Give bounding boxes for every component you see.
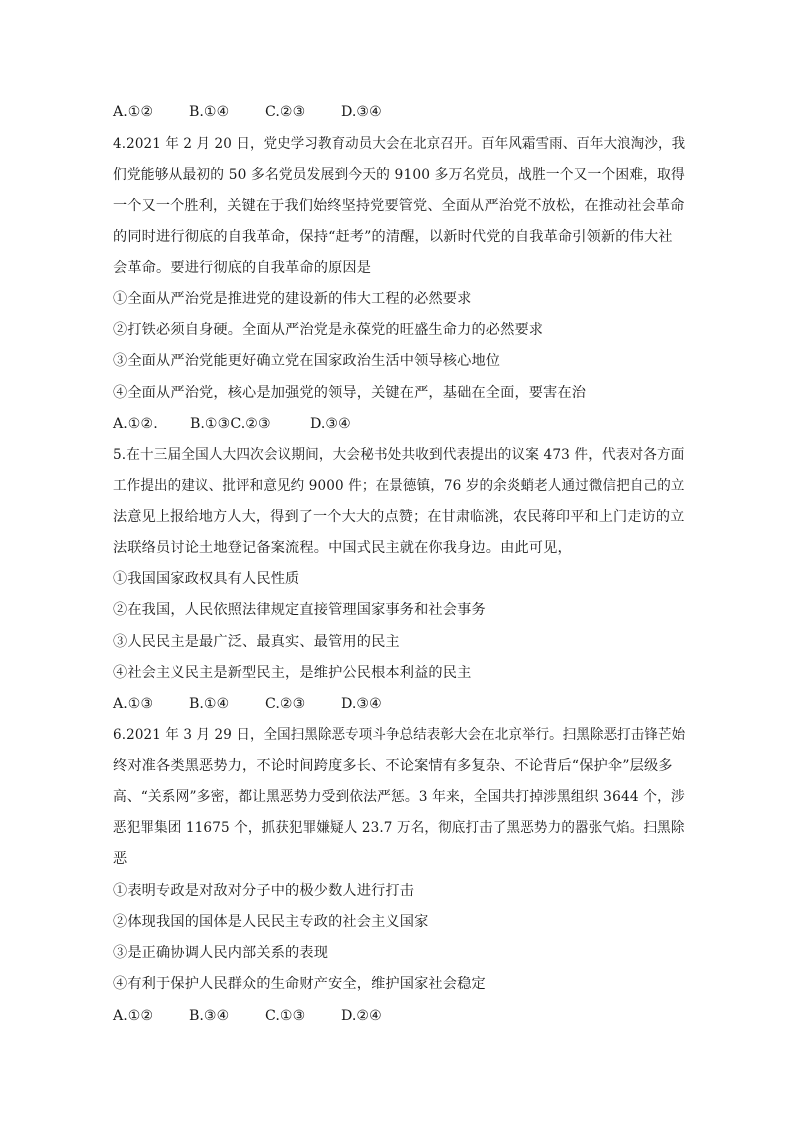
q6-option-b: B.③④	[189, 1008, 230, 1024]
q6-stem-line: 恶	[113, 851, 128, 867]
q4-stem-line: 会革命。要进行彻底的自我革命的原因是	[113, 260, 372, 276]
q4-stem-line: 4.2021 年 2 月 20 日，党史学习教育动员大会在北京召开。百年风霜雪雨、百年大浪淘沙，我	[113, 136, 686, 152]
q4-item-2: ②打铁必须自身硬。全面从严治党是永葆党的旺盛生命力的必然要求	[113, 322, 544, 338]
q5-stem-line: 法联络员讨论土地登记备案流程。中国式民主就在你我身边。由此可见，	[113, 540, 572, 556]
q3-option-a: A.①②	[113, 104, 154, 120]
q5-option-a: A.①③	[113, 696, 154, 712]
q3-option-c: C.②③	[265, 104, 306, 120]
q4-options	[113, 414, 351, 434]
q4-item-3: ③全面从严治党能更好确立党在国家政治生活中领导核心地位	[113, 353, 501, 369]
q3-options	[113, 102, 382, 122]
q4-option-d: D.③④	[310, 416, 351, 432]
q6-item-4: ④有利于保护人民群众的生命财产安全，维护国家社会稳定	[113, 976, 486, 992]
q6-option-c: C.①③	[265, 1008, 306, 1024]
q5-stem-line: 法意见上报给地方人大，得到了一个大大的点赞；在甘肃临洮，农民蒋印平和上门走访的立	[113, 509, 685, 525]
q6-stem-line: 高、“关系网”多密，都让黑恶势力受到依法严惩。3 年来，全国共打掉涉黑组织 3644 个，涉	[113, 789, 685, 805]
q4-stem-line: 一个又一个胜利，关键在于我们始终坚持党要管党、全面从严治党不放松，在推动社会革命	[113, 198, 685, 214]
q5-item-3: ③人民民主是最广泛、最真实、最管用的民主	[113, 634, 400, 650]
q4-stem-line: 们党能够从最初的 50 多名党员发展到今天的 9100 多万名党员，战胜一个又一个困难，取得	[113, 167, 685, 183]
q6-stem-line: 6.2021 年 3 月 29 日，全国扫黑除恶专项斗争总结表彰大会在北京举行。扫黑除恶打击锋芒始	[113, 727, 686, 743]
q6-option-d: D.②④	[341, 1008, 382, 1024]
q3-option-b: B.①④	[189, 104, 230, 120]
q5-item-2: ②在我国，人民依照法律规定直接管理国家事务和社会事务	[113, 602, 486, 618]
q5-option-b: B.①④	[189, 696, 230, 712]
q5-stem-line: 工作提出的建议、批评和意见约 9000 件；在景德镇，76 岁的余炎蛸老人通过微信把自己的立	[113, 478, 685, 494]
q6-item-3: ③是正确协调人民内部关系的表现	[113, 945, 329, 961]
q4-item-4: ④全面从严治党，核心是加强党的领导，关键在严，基础在全面，要害在治	[113, 385, 587, 401]
q4-option-a: A.①②.	[113, 416, 158, 432]
q4-item-1: ①全面从严治党是推进党的建设新的伟大工程的必然要求	[113, 291, 472, 307]
q5-item-1: ①我国国家政权具有人民性质	[113, 571, 300, 587]
q5-option-d: D.③④	[341, 696, 382, 712]
q6-options	[113, 1006, 382, 1026]
q6-stem-line: 终对准各类黑恶势力，不论时间跨度多长、不论案情有多复杂、不论背后“保护伞”层级多	[113, 758, 673, 774]
q4-stem-line: 的同时进行彻底的自我革命，保持“赶考”的清醒，以新时代党的自我革命引领新的伟大社	[113, 229, 673, 245]
q6-item-1: ①表明专政是对敌对分子中的极少数人进行打击	[113, 883, 415, 899]
q6-option-a: A.①②	[113, 1008, 154, 1024]
q5-item-4: ④社会主义民主是新型民主，是维护公民根本利益的民主	[113, 665, 472, 681]
q6-stem-line: 恶犯罪集团 11675 个，抓获犯罪嫌疑人 23.7 万名，彻底打击了黑恶势力的嚣张气焰。扫黑除	[113, 820, 685, 836]
q5-stem-line: 5.在十三届全国人大四次会议期间，大会秘书处共收到代表提出的议案 473 件，代表对各方面	[113, 447, 685, 463]
q5-option-c: C.②③	[265, 696, 306, 712]
q5-options	[113, 694, 382, 714]
q4-option-bc: B.①③C.②③	[190, 416, 271, 432]
q3-option-d: D.③④	[341, 104, 382, 120]
q6-item-2: ②体现我国的国体是人民民主专政的社会主义国家	[113, 914, 429, 930]
